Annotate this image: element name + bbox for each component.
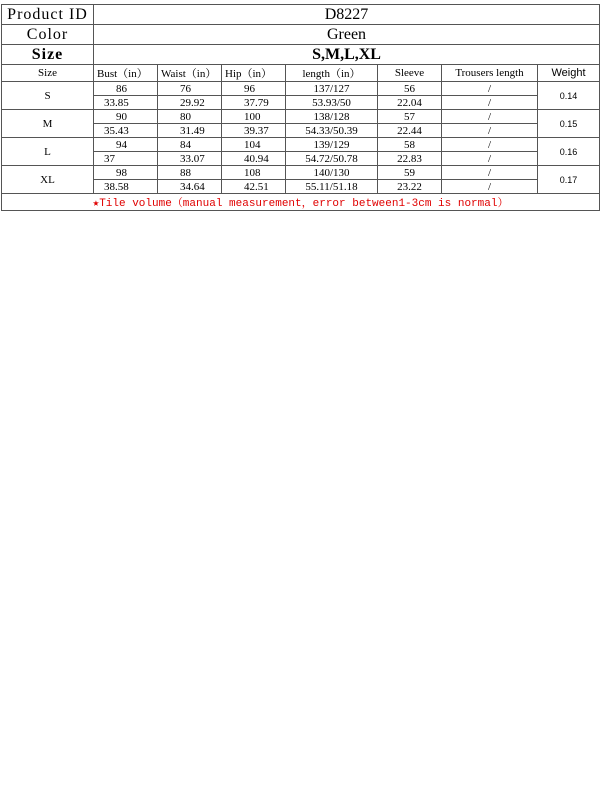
- size-cell: S: [2, 82, 94, 110]
- size-cell: M: [2, 110, 94, 138]
- table-row-l-cm: [2, 138, 600, 152]
- table-row-s-cm: [2, 82, 600, 96]
- column-header-trousers-length: Trousers length: [442, 65, 538, 82]
- trousers-length-cell: /: [442, 124, 538, 138]
- column-header-size: Size: [2, 65, 94, 82]
- hip-cell: 42.51: [222, 180, 286, 194]
- length-cell: 55.11/51.18: [286, 180, 378, 194]
- weight-cell: 0.14: [538, 82, 600, 110]
- length-cell: 54.72/50.78: [286, 152, 378, 166]
- sleeve-cell: 22.04: [378, 96, 442, 110]
- product-id-row: [2, 5, 600, 25]
- sleeve-cell: 56: [378, 82, 442, 96]
- bust-cell: 37: [94, 152, 158, 166]
- product-id-label: Product ID: [2, 5, 94, 25]
- waist-cell: 80: [158, 110, 222, 124]
- hip-cell: 100: [222, 110, 286, 124]
- size-value: S,M,L,XL: [94, 45, 600, 65]
- length-cell: 137/127: [286, 82, 378, 96]
- bust-cell: 33.85: [94, 96, 158, 110]
- column-header-bust: Bust（in）: [94, 65, 158, 82]
- bust-cell: 94: [94, 138, 158, 152]
- length-cell: 53.93/50: [286, 96, 378, 110]
- bust-cell: 90: [94, 110, 158, 124]
- product-id-value: D8227: [94, 5, 600, 25]
- sleeve-cell: 58: [378, 138, 442, 152]
- hip-cell: 108: [222, 166, 286, 180]
- length-cell: 54.33/50.39: [286, 124, 378, 138]
- size-chart-table: [1, 4, 600, 211]
- size-cell: L: [2, 138, 94, 166]
- trousers-length-cell: /: [442, 166, 538, 180]
- sleeve-cell: 57: [378, 110, 442, 124]
- measurement-note-row: [2, 194, 600, 211]
- trousers-length-cell: /: [442, 82, 538, 96]
- trousers-length-cell: /: [442, 96, 538, 110]
- sleeve-cell: 23.22: [378, 180, 442, 194]
- length-cell: 138/128: [286, 110, 378, 124]
- column-header-length: length（in）: [286, 65, 378, 82]
- color-label: Color: [2, 25, 94, 45]
- waist-cell: 29.92: [158, 96, 222, 110]
- bust-cell: 98: [94, 166, 158, 180]
- bust-cell: 38.58: [94, 180, 158, 194]
- size-cell: XL: [2, 166, 94, 194]
- column-header-weight: Weight: [538, 65, 600, 82]
- measurement-note: ★Tile volume（manual measurement，error between1-3cm is normal）: [2, 194, 600, 211]
- trousers-length-cell: /: [442, 138, 538, 152]
- length-cell: 140/130: [286, 166, 378, 180]
- waist-cell: 34.64: [158, 180, 222, 194]
- size-row: [2, 45, 600, 65]
- trousers-length-cell: /: [442, 152, 538, 166]
- table-row-xl-cm: [2, 166, 600, 180]
- color-row: [2, 25, 600, 45]
- column-header-sleeve: Sleeve: [378, 65, 442, 82]
- weight-cell: 0.17: [538, 166, 600, 194]
- column-header-row: [2, 65, 600, 82]
- waist-cell: 84: [158, 138, 222, 152]
- weight-cell: 0.16: [538, 138, 600, 166]
- hip-cell: 39.37: [222, 124, 286, 138]
- column-header-hip: Hip（in）: [222, 65, 286, 82]
- sleeve-cell: 59: [378, 166, 442, 180]
- table-row-m-cm: [2, 110, 600, 124]
- hip-cell: 96: [222, 82, 286, 96]
- waist-cell: 76: [158, 82, 222, 96]
- size-label: Size: [2, 45, 94, 65]
- column-header-waist: Waist（in）: [158, 65, 222, 82]
- hip-cell: 37.79: [222, 96, 286, 110]
- weight-cell: 0.15: [538, 110, 600, 138]
- hip-cell: 40.94: [222, 152, 286, 166]
- color-value: Green: [94, 25, 600, 45]
- waist-cell: 88: [158, 166, 222, 180]
- bust-cell: 35.43: [94, 124, 158, 138]
- trousers-length-cell: /: [442, 180, 538, 194]
- hip-cell: 104: [222, 138, 286, 152]
- trousers-length-cell: /: [442, 110, 538, 124]
- length-cell: 139/129: [286, 138, 378, 152]
- sleeve-cell: 22.83: [378, 152, 442, 166]
- waist-cell: 31.49: [158, 124, 222, 138]
- bust-cell: 86: [94, 82, 158, 96]
- sleeve-cell: 22.44: [378, 124, 442, 138]
- waist-cell: 33.07: [158, 152, 222, 166]
